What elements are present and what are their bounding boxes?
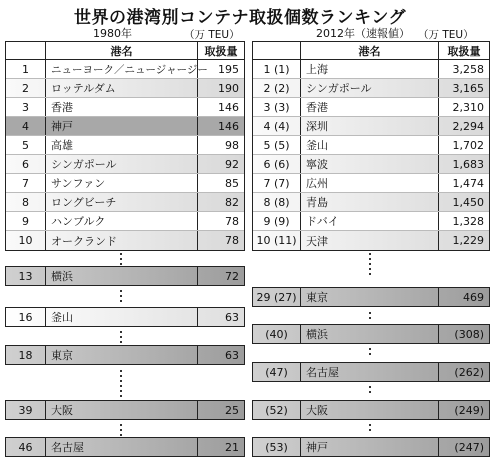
japan-port-box: 13 横浜 72 <box>5 266 245 286</box>
ellipsis-dots <box>369 424 371 434</box>
japan-port-box: 29 (27) 東京 469 <box>252 287 490 307</box>
table-row-highlight: 4 神戸 146 <box>6 117 244 136</box>
japan-port-box: (52) 大阪 (249) <box>252 400 490 420</box>
ellipsis-dots <box>120 331 122 346</box>
table-row: 5 (5) 釜山 1,702 <box>253 136 489 155</box>
ellipsis-dots <box>369 253 371 278</box>
table-row: 10 オークランド 78 <box>6 231 244 250</box>
ellipsis-dots <box>369 386 371 396</box>
page-title: 世界の港湾別コンテナ取扱個数ランキング <box>74 8 406 28</box>
ellipsis-dots <box>369 348 371 358</box>
table-row: 2 ロッテルダム 190 <box>6 79 244 98</box>
header-volume: 取扱量 <box>204 44 238 58</box>
japan-port-box: (47) 名古屋 (262) <box>252 362 490 382</box>
port-box: 16 釜山 63 <box>5 307 245 327</box>
header-volume: 取扱量 <box>447 44 481 58</box>
table-row: 4 (4) 深圳 2,294 <box>253 117 489 136</box>
table-row: 7 サンファン 85 <box>6 174 244 193</box>
ellipsis-dots <box>120 370 122 400</box>
table-row: 5 高雄 98 <box>6 136 244 155</box>
japan-port-box: 39 大阪 25 <box>5 400 245 420</box>
header-port: 港名 <box>46 42 198 59</box>
table-row: 6 シンガポール 92 <box>6 155 244 174</box>
right-ranking-table <box>252 41 490 251</box>
right-unit: （万 TEU） <box>418 29 474 41</box>
table-header <box>6 42 244 60</box>
table-row: 1 (1) 上海 3,258 <box>253 60 489 79</box>
table-row: 3 (3) 香港 2,310 <box>253 98 489 117</box>
table-row: 9 ハンブルク 78 <box>6 212 244 231</box>
table-header <box>253 42 489 60</box>
japan-port-box: 18 東京 63 <box>5 345 245 365</box>
table-row: 2 (2) シンガポール 3,165 <box>253 79 489 98</box>
right-caption: 2012年（速報値） <box>316 27 410 40</box>
table-row: 3 香港 146 <box>6 98 244 117</box>
table-row: 1 ニューヨーク／ニュージャージー 195 <box>6 60 244 79</box>
japan-port-box: (53) 神戸 (247) <box>252 437 490 457</box>
japan-port-box: 46 名古屋 21 <box>5 437 245 457</box>
table-row: 6 (6) 寧波 1,683 <box>253 155 489 174</box>
left-caption: 1980年 <box>93 27 132 40</box>
ellipsis-dots <box>369 312 371 322</box>
ellipsis-dots <box>120 290 122 305</box>
left-ranking-table <box>5 41 245 251</box>
left-unit: （万 TEU） <box>184 29 240 41</box>
header-port: 港名 <box>301 42 439 59</box>
japan-port-box: (40) 横浜 (308) <box>252 324 490 344</box>
table-row: 9 (9) ドバイ 1,328 <box>253 212 489 231</box>
table-row: 8 ロングビーチ 82 <box>6 193 244 212</box>
table-row: 7 (7) 広州 1,474 <box>253 174 489 193</box>
table-row: 10 (11) 天津 1,229 <box>253 231 489 250</box>
table-row: 8 (8) 青島 1,450 <box>253 193 489 212</box>
